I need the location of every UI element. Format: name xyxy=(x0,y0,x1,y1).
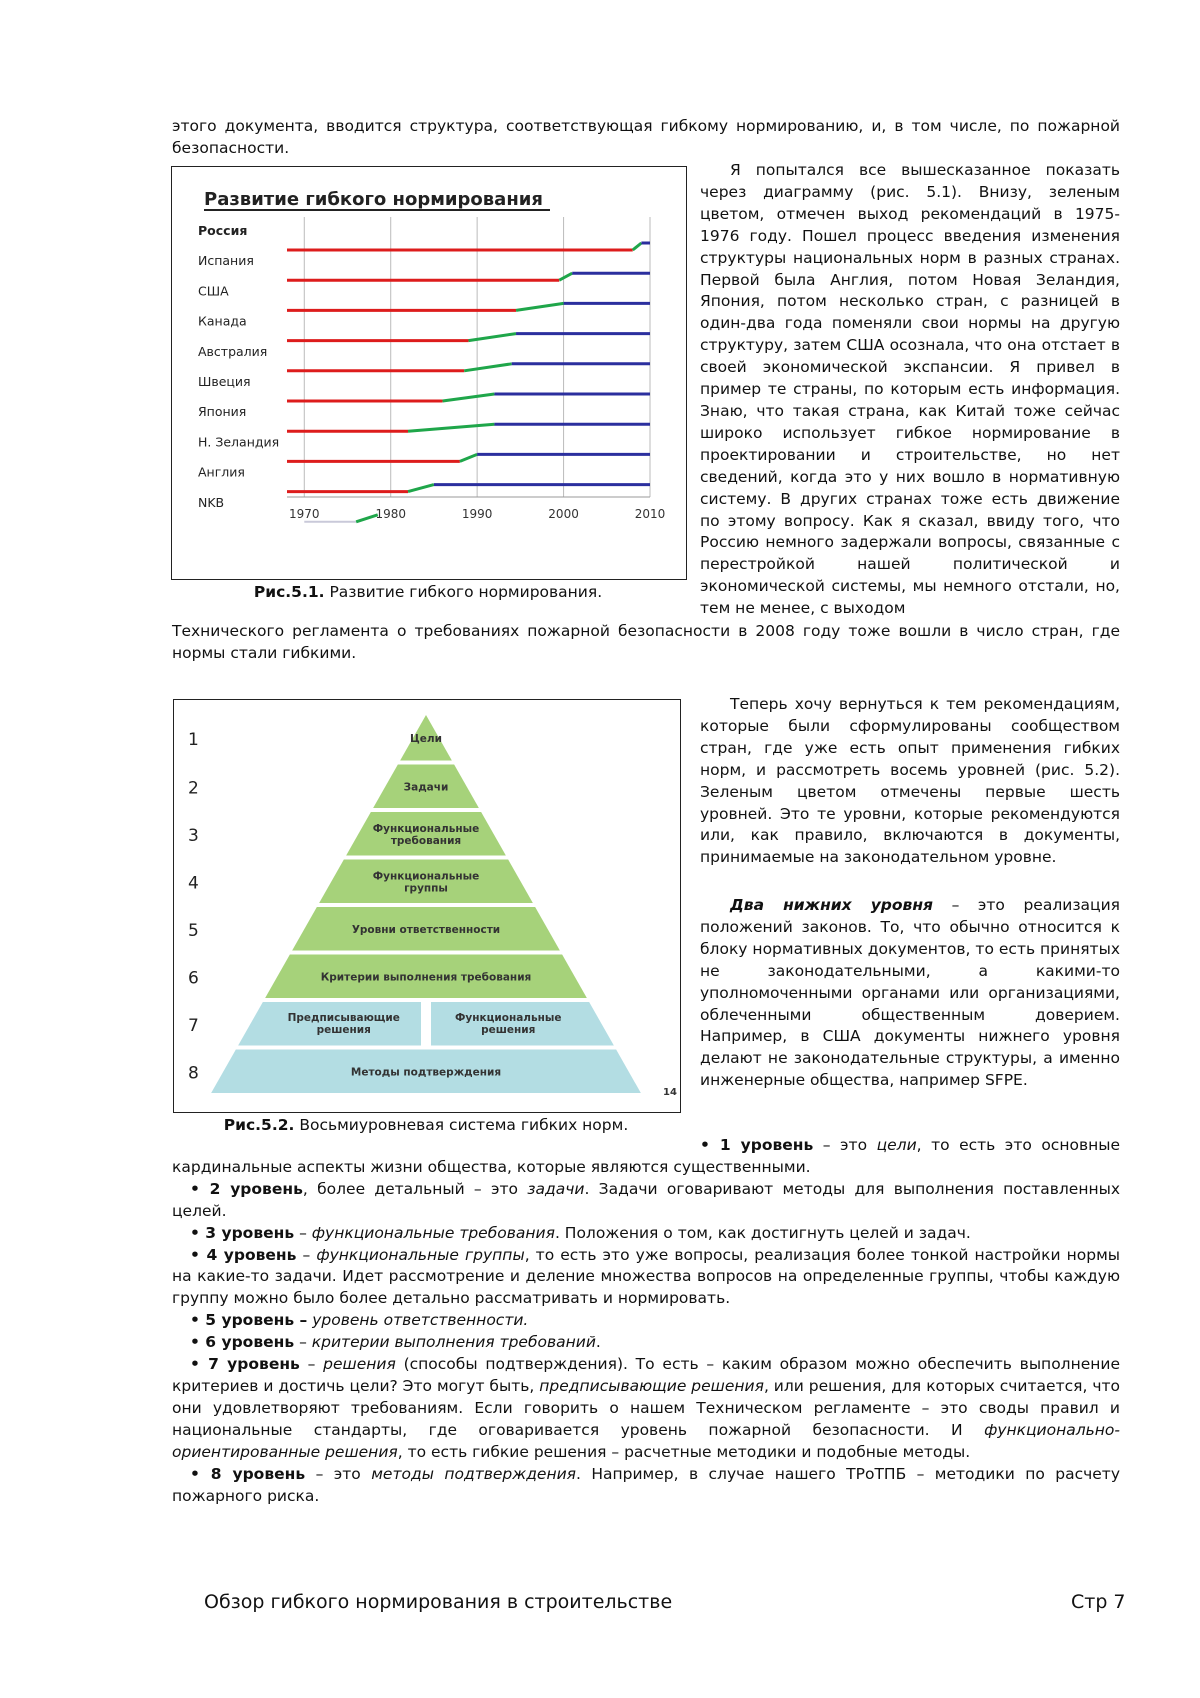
chart-line-transition xyxy=(460,454,477,461)
chart-x-tick-label: 1980 xyxy=(375,507,406,521)
pyramid-label: Цели xyxy=(410,732,442,745)
chart-line-transition xyxy=(559,273,572,280)
pyramid-level-number: 6 xyxy=(188,968,199,989)
chart-category-label: Австралия xyxy=(198,343,268,359)
pyramid-corner-number: 14 xyxy=(663,1087,677,1098)
pyramid-label-prescriptive: Предписывающие решения xyxy=(287,1011,400,1036)
level-item: • 6 уровень – критерии выполнения требований. xyxy=(190,1333,601,1352)
pyramid-level-number: 5 xyxy=(188,920,199,941)
figure-5-2-caption: Рис.5.2. Восьмиуровневая система гибких норм. xyxy=(223,1116,629,1134)
intro-paragraph: этого документа, вводится структура, соответствующая гибкому нормированию, и, в том числе, по пожарной безопасности. xyxy=(172,117,1120,157)
figure-5-2 xyxy=(173,699,681,1113)
pyramid-bands xyxy=(211,715,641,1093)
chart-category-label: NKB xyxy=(198,494,225,510)
chart-category-label: Россия xyxy=(198,223,248,238)
chart-x-tick-label: 1990 xyxy=(461,507,493,521)
pyramid-level-number: 1 xyxy=(188,729,199,750)
chart-rows xyxy=(198,223,650,522)
chart-line-transition xyxy=(469,334,517,341)
pyramid-label: Задачи xyxy=(403,781,449,794)
chart-line-transition xyxy=(443,394,495,401)
chart-category-label: Англия xyxy=(198,464,245,480)
pyramid-level-number: 7 xyxy=(188,1015,199,1036)
paragraph-diagram-explanation: Я попытался все вышесказанное показать через диаграмму (рис. 5.1). Внизу, зеленым цветом, отмечен выход рекомендаций в 1975-1976 году. Пошел процесс введения изменения структуры национальных норм в разных странах. Первой была Англия, потом Новая Зеландия, Япония, потом несколько стран, с разницей в один-два года поменяли свои нормы на другую структуру, затем США осознала, что она отстает в своей экономической экспансии. Я привел в пример те страны, по которым есть информация. Знаю, что такая страна, как Китай тоже сейчас широко использует гибкое нормирование в проектировании и строительстве, но нет сведений, когда это у них вошло в нормативную систему. В других странах тоже есть движение по этому вопросу. Как я сказал, ввиду того, что Россию немного задержали вопросы, связанные с перестройкой нашей политической и экономической системы, мы немного отстали, но, тем не менее, с выходом xyxy=(700,161,1120,618)
chart-category-label: Япония xyxy=(198,404,247,420)
pyramid-label-functional: Функциональные решения xyxy=(454,1011,562,1036)
pyramid-level-number: 4 xyxy=(188,873,199,894)
pyramid-label: Методы подтверждения xyxy=(350,1066,502,1079)
footer-page-number: Стр 7 xyxy=(1071,1591,1126,1613)
chart-line-transition xyxy=(516,303,564,310)
pyramid-level-number: 8 xyxy=(188,1063,199,1084)
chart-line-transition xyxy=(408,485,434,492)
chart-title: Развитие гибкого нормирования xyxy=(204,189,543,210)
level-item: • 3 уровень – функциональные требования. Положения о том, как достигнуть целей и задач. xyxy=(190,1223,971,1242)
chart-x-tick-label: 1970 xyxy=(289,507,320,521)
development-chart xyxy=(172,167,686,579)
level-item: • 2 уровень, более детальный – это задачи. Задачи оговаривают методы для выполнения поставленных целей. xyxy=(172,1179,1120,1220)
level-item: • 4 уровень – функциональные группы, то есть это уже вопросы, реализация более тонкой настройки нормы на какие-то задачи. Идет рассмотрение и деление множества вопросов на определенные группы, чтобы каждую группу можно было более детально рассматривать и нормировать. xyxy=(172,1245,1120,1308)
chart-line-transition xyxy=(464,364,512,371)
pyramid-diagram xyxy=(174,700,680,1112)
level-item: • 5 уровень – уровень ответственности. xyxy=(190,1311,529,1330)
paragraph-eight-levels: Теперь хочу вернуться к тем рекомендациям, которые были сформулированы сообществом стран, где уже есть опыт применения гибких норм, и рассмотреть восемь уровней (рис. 5.2). Зеленым цветом отмечены первые шесть уровней. Это те уровни, которые рекомендуются или, как правило, включаются в документы, принимаемые на законодательном уровне. xyxy=(700,695,1120,867)
chart-category-label: Испания xyxy=(198,253,254,269)
pyramid-label: Уровни ответственности xyxy=(351,923,501,936)
paragraph-two-lower-levels: Два нижних уровня – это реализация положений законов. То, что обычно относится к блоку нормативных документов, то есть принятых не законодательными, а какими-то уполномоченными органами или организациями, облеченными общественным доверием. Например, в США документы нижнего уровня делают не законодательные структуры, а именно инженерные общества, например SFPE. xyxy=(700,896,1121,1090)
level-item: • 7 уровень – решения (способы подтверждения). То есть – каким образом можно обеспечить выполнение критериев и достичь цели? Это могут быть, предписывающие решения, или решения, для которых считается, что они удовлетворяют требованиям. Если говорить о нашем Техническом регламенте – это своды правил и национальные стандарты, где оговаривается уровень пожарной безопасности. И функционально-ориентированные решения, то есть гибкие решения – расчетные методики и подобные методы. xyxy=(172,1355,1120,1461)
figure-5-1 xyxy=(171,166,687,580)
chart-x-ticks xyxy=(289,507,665,521)
chart-category-label: Швеция xyxy=(198,374,251,389)
chart-category-label: США xyxy=(198,283,229,299)
chart-line-transition xyxy=(408,424,494,431)
pyramid-level-number: 3 xyxy=(188,825,199,846)
figure-5-1-caption: Рис.5.1. Развитие гибкого нормирования. xyxy=(253,583,603,601)
footer-title: Обзор гибкого нормирования в строительстве xyxy=(204,1591,673,1613)
pyramid-label: Критерии выполнения требования xyxy=(320,971,532,984)
chart-x-tick-label: 2010 xyxy=(634,507,666,521)
level-item: • 1 уровень – это цели, то есть это основные кардинальные аспекты жизни общества, которые являются существенными. xyxy=(172,1136,1120,1176)
paragraph-diagram-continuation: Технического регламента о требованиях пожарной безопасности в 2008 году тоже вошли в число стран, где нормы стали гибкими. xyxy=(172,622,1120,662)
chart-category-label: Н. Зеландия xyxy=(198,434,280,450)
chart-line-transition xyxy=(633,243,642,250)
pyramid-level-number: 2 xyxy=(188,778,199,799)
pyramid-label: Функциональные требования xyxy=(372,822,480,847)
chart-x-tick-label: 2000 xyxy=(548,507,579,521)
chart-category-label: Канада xyxy=(198,313,247,329)
pyramid-level-numbers xyxy=(188,730,199,1084)
pyramid-label: Функциональные группы xyxy=(372,870,480,895)
level-item: • 8 уровень – это методы подтверждения. Например, в случае нашего ТРоТПБ – методики по расчету пожарного риска. xyxy=(172,1464,1120,1505)
levels-list xyxy=(172,1135,1120,1507)
